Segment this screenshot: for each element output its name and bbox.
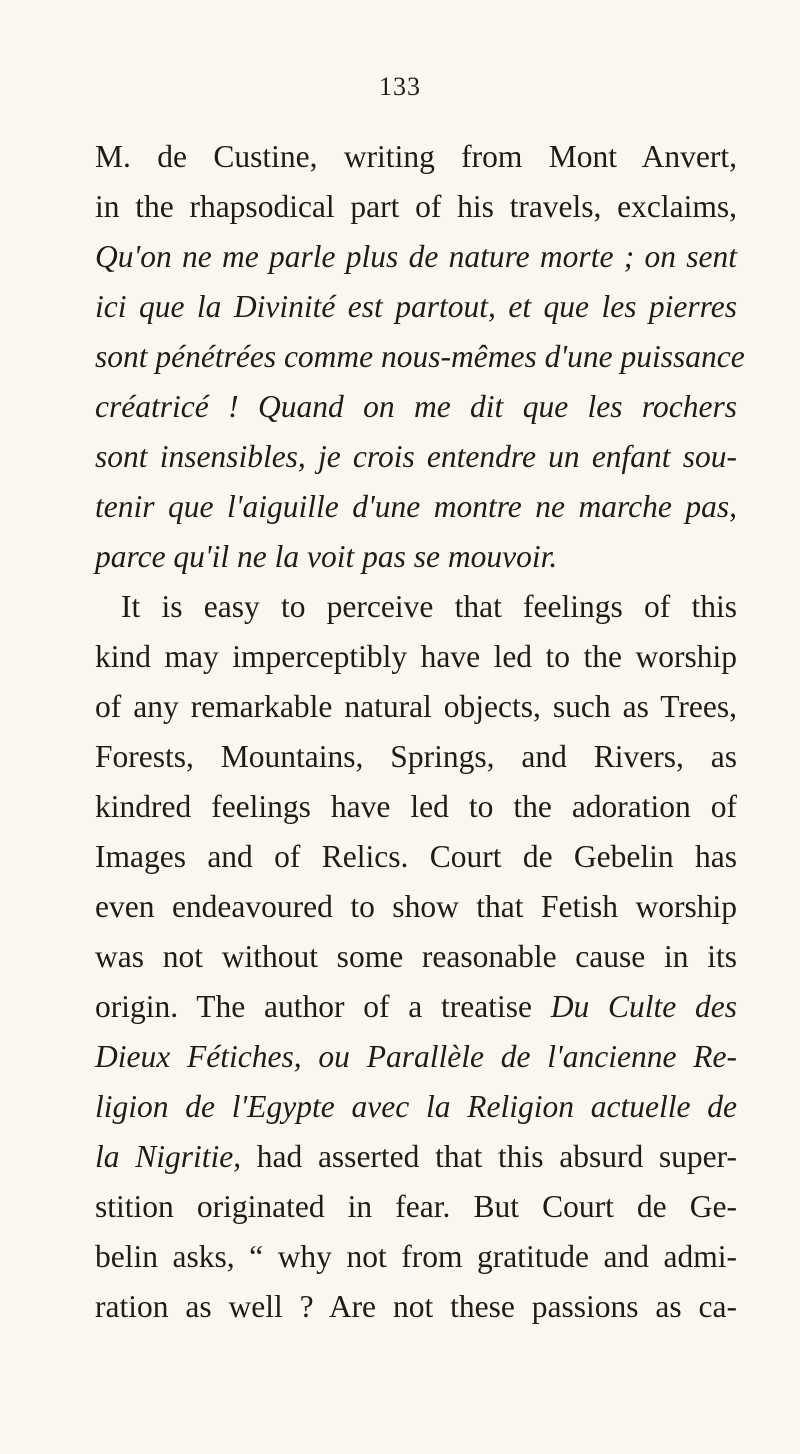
italic-text: Du Culte des xyxy=(550,989,737,1024)
text-line xyxy=(95,1182,737,1232)
text-segment: kindred feelings have led to the adoration of xyxy=(95,789,737,824)
italic-text: Dieux Fétiches, ou Parallèle de l'ancienne Re- xyxy=(95,1039,737,1074)
italic-text: créatricé ! Quand on me dit que les rochers xyxy=(95,389,737,424)
text-segment: It is easy to perceive that feelings of this xyxy=(121,589,737,624)
text-line xyxy=(95,232,737,282)
text-line xyxy=(95,182,737,232)
text-segment: had asserted that this absurd super- xyxy=(241,1139,737,1174)
text-segment: Images and of Relics. Court de Gebelin has xyxy=(95,839,737,874)
italic-text: sont insensibles, je crois entendre un enfant sou- xyxy=(95,439,737,474)
text-line xyxy=(95,982,737,1032)
italic-text: ici que la Divinité est partout, et que les pierres xyxy=(95,289,737,324)
text-segment: in the rhapsodical part of his travels, exclaims, xyxy=(95,189,737,224)
text-line xyxy=(95,282,737,332)
text-segment: M. de Custine, writing from Mont Anvert, xyxy=(95,139,737,174)
text-line xyxy=(95,632,737,682)
text-segment: Forests, Mountains, Springs, and Rivers, as xyxy=(95,739,737,774)
body-text xyxy=(95,132,745,1332)
text-line xyxy=(95,682,737,732)
text-line xyxy=(95,432,737,482)
italic-text: tenir que l'aiguille d'une montre ne marche pas, xyxy=(95,489,737,524)
text-line xyxy=(95,732,737,782)
text-line xyxy=(95,132,737,182)
text-line xyxy=(95,482,737,532)
text-line xyxy=(95,1232,737,1282)
text-line xyxy=(95,1082,737,1132)
text-line xyxy=(95,932,737,982)
italic-text: Qu'on ne me parle plus de nature morte ; on sent xyxy=(95,239,737,274)
text-segment: of any remarkable natural objects, such as Trees, xyxy=(95,689,737,724)
page-number: 133 xyxy=(379,72,421,101)
text-segment: even endeavoured to show that Fetish worship xyxy=(95,889,737,924)
text-segment: belin asks, “ why not from gratitude and admi- xyxy=(95,1239,737,1274)
text-segment: was not without some reasonable cause in its xyxy=(95,939,737,974)
text-segment: ration as well ? Are not these passions as ca- xyxy=(95,1289,737,1324)
text-segment: origin. The author of a treatise xyxy=(95,989,551,1024)
text-line xyxy=(95,582,737,632)
text-line xyxy=(95,382,737,432)
text-segment: kind may imperceptibly have led to the worship xyxy=(95,639,737,674)
text-line xyxy=(95,1032,737,1082)
italic-text: la Nigritie, xyxy=(95,1139,242,1174)
text-line xyxy=(95,1282,737,1332)
text-line xyxy=(95,782,737,832)
italic-text: parce qu'il ne la voit pas se mouvoir. xyxy=(95,539,558,574)
text-line xyxy=(95,1132,737,1182)
text-line xyxy=(95,882,737,932)
text-line xyxy=(95,832,737,882)
text-segment: stition originated in fear. But Court de Ge- xyxy=(95,1189,737,1224)
italic-text: ligion de l'Egypte avec la Religion actuelle de xyxy=(95,1089,737,1124)
text-line xyxy=(95,332,745,382)
text-line xyxy=(95,532,737,582)
italic-text: sont pénétrées comme nous-mêmes d'une puissance xyxy=(95,339,745,374)
